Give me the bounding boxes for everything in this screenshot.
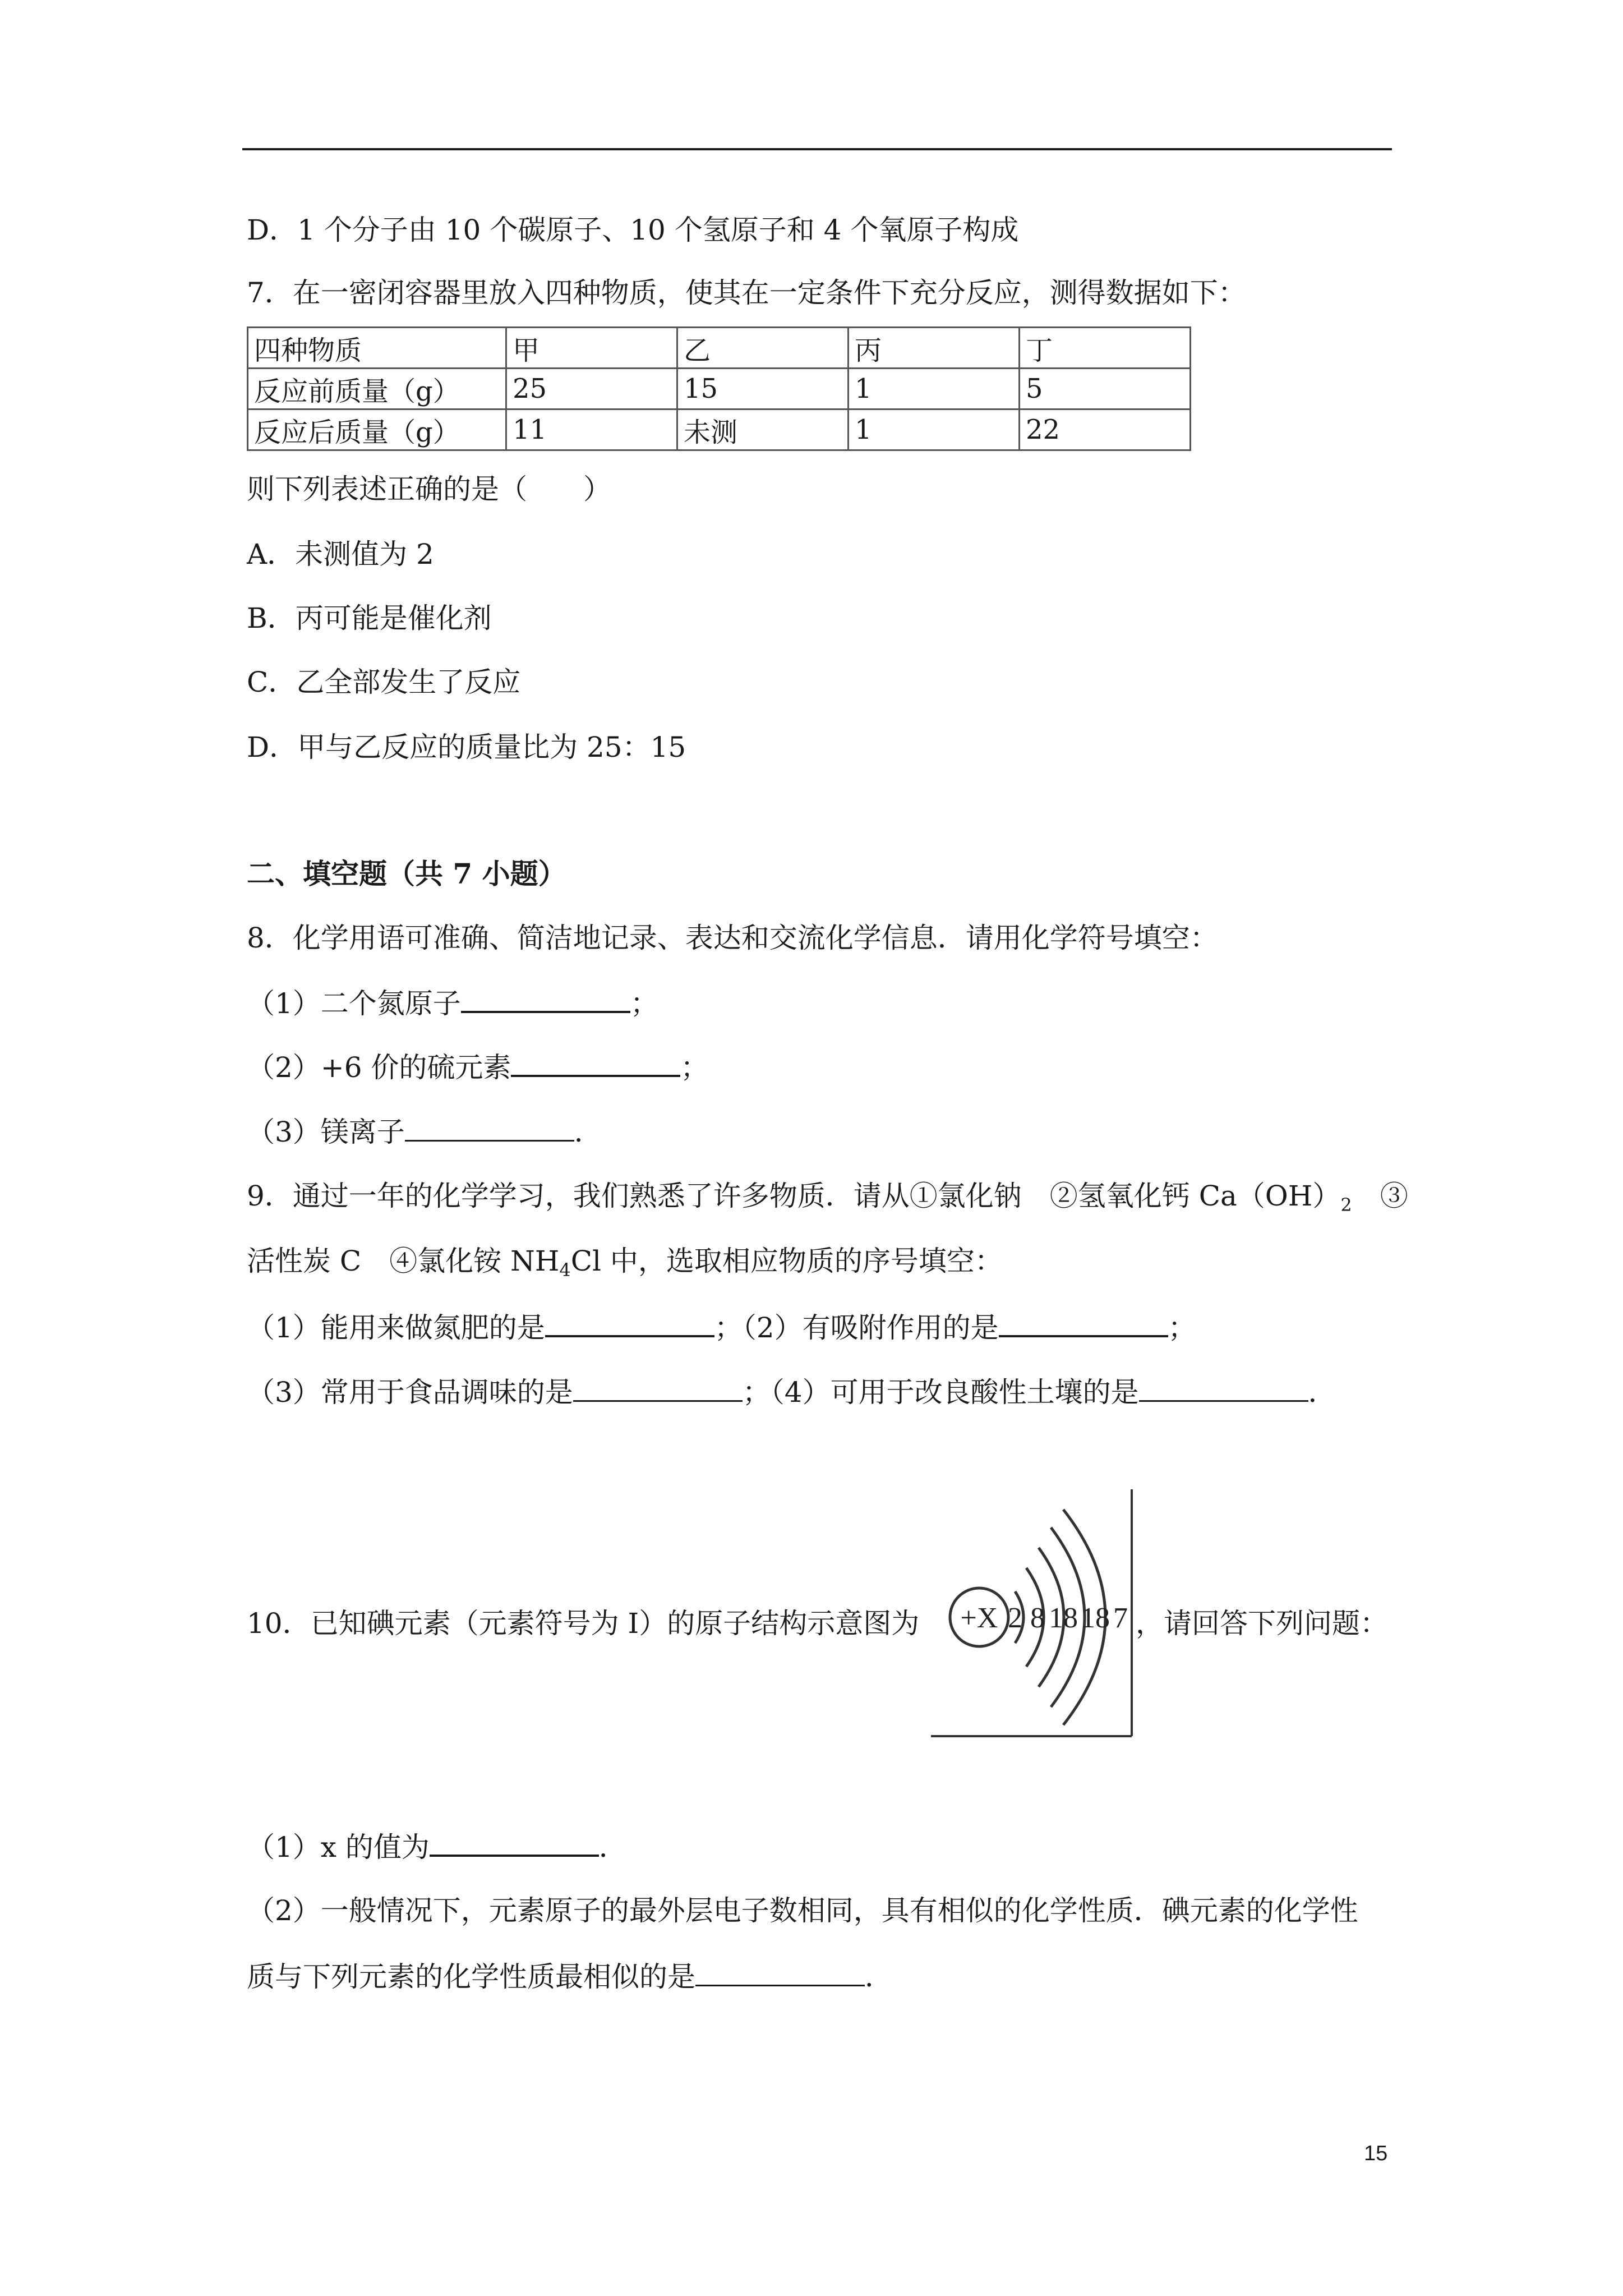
table-cell: 1 <box>849 369 1020 409</box>
nucleus-label: +X <box>960 1602 998 1634</box>
answer-blank[interactable] <box>695 1959 865 1986</box>
atom-structure-diagram <box>931 1489 1138 1742</box>
table-cell: 甲 <box>506 328 677 369</box>
table-cell: 22 <box>1020 409 1191 450</box>
item-label: （3）常用于食品调味的是 <box>247 1376 573 1409</box>
item-end: ． <box>1308 1376 1336 1409</box>
header-rule <box>242 148 1392 150</box>
shell-count: 18 <box>1081 1602 1110 1634</box>
item-label: （1）二个氮原子 <box>247 987 461 1020</box>
q7-data-table <box>247 326 1191 451</box>
q7-option-b: B．丙可能是催化剂 <box>247 602 492 634</box>
table-cell: 丁 <box>1020 328 1191 369</box>
q8-item-2 <box>247 1049 708 1084</box>
answer-blank[interactable] <box>511 1049 680 1077</box>
table-cell: 15 <box>677 369 849 409</box>
table-cell: 未测 <box>677 409 849 450</box>
q10-item-2-line-1: （2）一般情况下，元素原子的最外层电子数相同，具有相似的化学性质．碘元素的化学性 <box>247 1894 1358 1927</box>
table-cell: 丙 <box>849 328 1020 369</box>
item-label: （1）能用来做氮肥的是 <box>247 1312 545 1344</box>
answer-blank[interactable] <box>430 1829 599 1857</box>
stem-text: Cl 中，选取相应物质的序号填空： <box>570 1245 1003 1277</box>
item-label: （2）+6 价的硫元素 <box>247 1051 511 1084</box>
item-label: ；（4）可用于改良酸性土壤的是 <box>742 1376 1139 1409</box>
table-cell: 1 <box>849 409 1020 450</box>
q7-option-d: D．甲与乙反应的质量比为 25：15 <box>247 731 686 763</box>
item-end: ； <box>680 1051 709 1084</box>
table-cell: 5 <box>1020 369 1191 409</box>
q10-stem-a: 10．已知碘元素（元素符号为 I）的原子结构示意图为 <box>247 1607 920 1640</box>
answer-blank[interactable] <box>1139 1374 1308 1402</box>
table-cell: 反应前质量（g） <box>248 369 506 409</box>
q8-item-1 <box>247 985 658 1020</box>
table-row <box>248 369 1191 409</box>
answer-blank[interactable] <box>461 985 630 1013</box>
q10-stem-b: ，请回答下列问题： <box>1136 1607 1388 1640</box>
item-label: （3）镁离子 <box>247 1116 405 1148</box>
q10-item-2-line-2 <box>247 1959 893 1994</box>
q7-prompt: 则下列表述正确的是（ ） <box>247 473 611 505</box>
section-title: 二、填空题（共 7 小题） <box>247 857 566 890</box>
q9-items-3-4 <box>247 1374 1336 1409</box>
item-end: ． <box>865 1961 893 1993</box>
item-label: （1）x 的值为 <box>247 1831 430 1864</box>
shell-count: 18 <box>1049 1602 1078 1634</box>
q8-item-3 <box>247 1114 602 1149</box>
answer-blank[interactable] <box>999 1309 1168 1337</box>
table-cell: 四种物质 <box>248 328 506 369</box>
q6-option-d: D．1 个分子由 10 个碳原子、10 个氢原子和 4 个氧原子构成 <box>247 214 1019 246</box>
subscript: 4 <box>559 1259 571 1281</box>
item-label: ；（2）有吸附作用的是 <box>714 1312 999 1344</box>
shell-count: 8 <box>1030 1602 1045 1634</box>
stem-text: 活性炭 C ④氯化铵 NH <box>247 1245 560 1277</box>
q9-stem-line-2 <box>247 1244 1003 1287</box>
stem-text: 9．通过一年的化学学习，我们熟悉了许多物质．请从①氯化钠 ②氢氧化钙 Ca（OH） <box>247 1180 1341 1212</box>
stem-text: ③ <box>1352 1180 1408 1212</box>
item-end: ． <box>574 1116 602 1148</box>
table-cell: 反应后质量（g） <box>248 409 506 450</box>
answer-blank[interactable] <box>405 1114 574 1142</box>
q7-option-c: C．乙全部发生了反应 <box>247 666 521 698</box>
page-number: 15 <box>1364 2142 1388 2165</box>
subscript: 2 <box>1340 1194 1352 1216</box>
q10-item-1 <box>247 1829 627 1864</box>
item-end: ； <box>1168 1312 1196 1344</box>
shell-count: 2 <box>1008 1602 1022 1634</box>
item-label: 质与下列元素的化学性质最相似的是 <box>247 1961 695 1993</box>
table-cell: 25 <box>506 369 677 409</box>
item-end: ； <box>630 987 658 1020</box>
answer-blank[interactable] <box>573 1374 743 1402</box>
q9-stem-line-1 <box>247 1179 1408 1222</box>
table-row <box>248 409 1191 450</box>
q7-option-a: A．未测值为 2 <box>247 538 434 570</box>
table-cell: 11 <box>506 409 677 450</box>
q9-items-1-2 <box>247 1309 1196 1345</box>
item-end: ． <box>598 1831 627 1864</box>
answer-blank[interactable] <box>545 1309 714 1337</box>
q7-stem: 7．在一密闭容器里放入四种物质，使其在一定条件下充分反应，测得数据如下： <box>247 277 1246 309</box>
shell-count: 7 <box>1113 1602 1128 1634</box>
table-header-row <box>248 328 1191 369</box>
q8-stem: 8．化学用语可准确、简洁地记录、表达和交流化学信息．请用化学符号填空： <box>247 922 1218 954</box>
table-cell: 乙 <box>677 328 849 369</box>
